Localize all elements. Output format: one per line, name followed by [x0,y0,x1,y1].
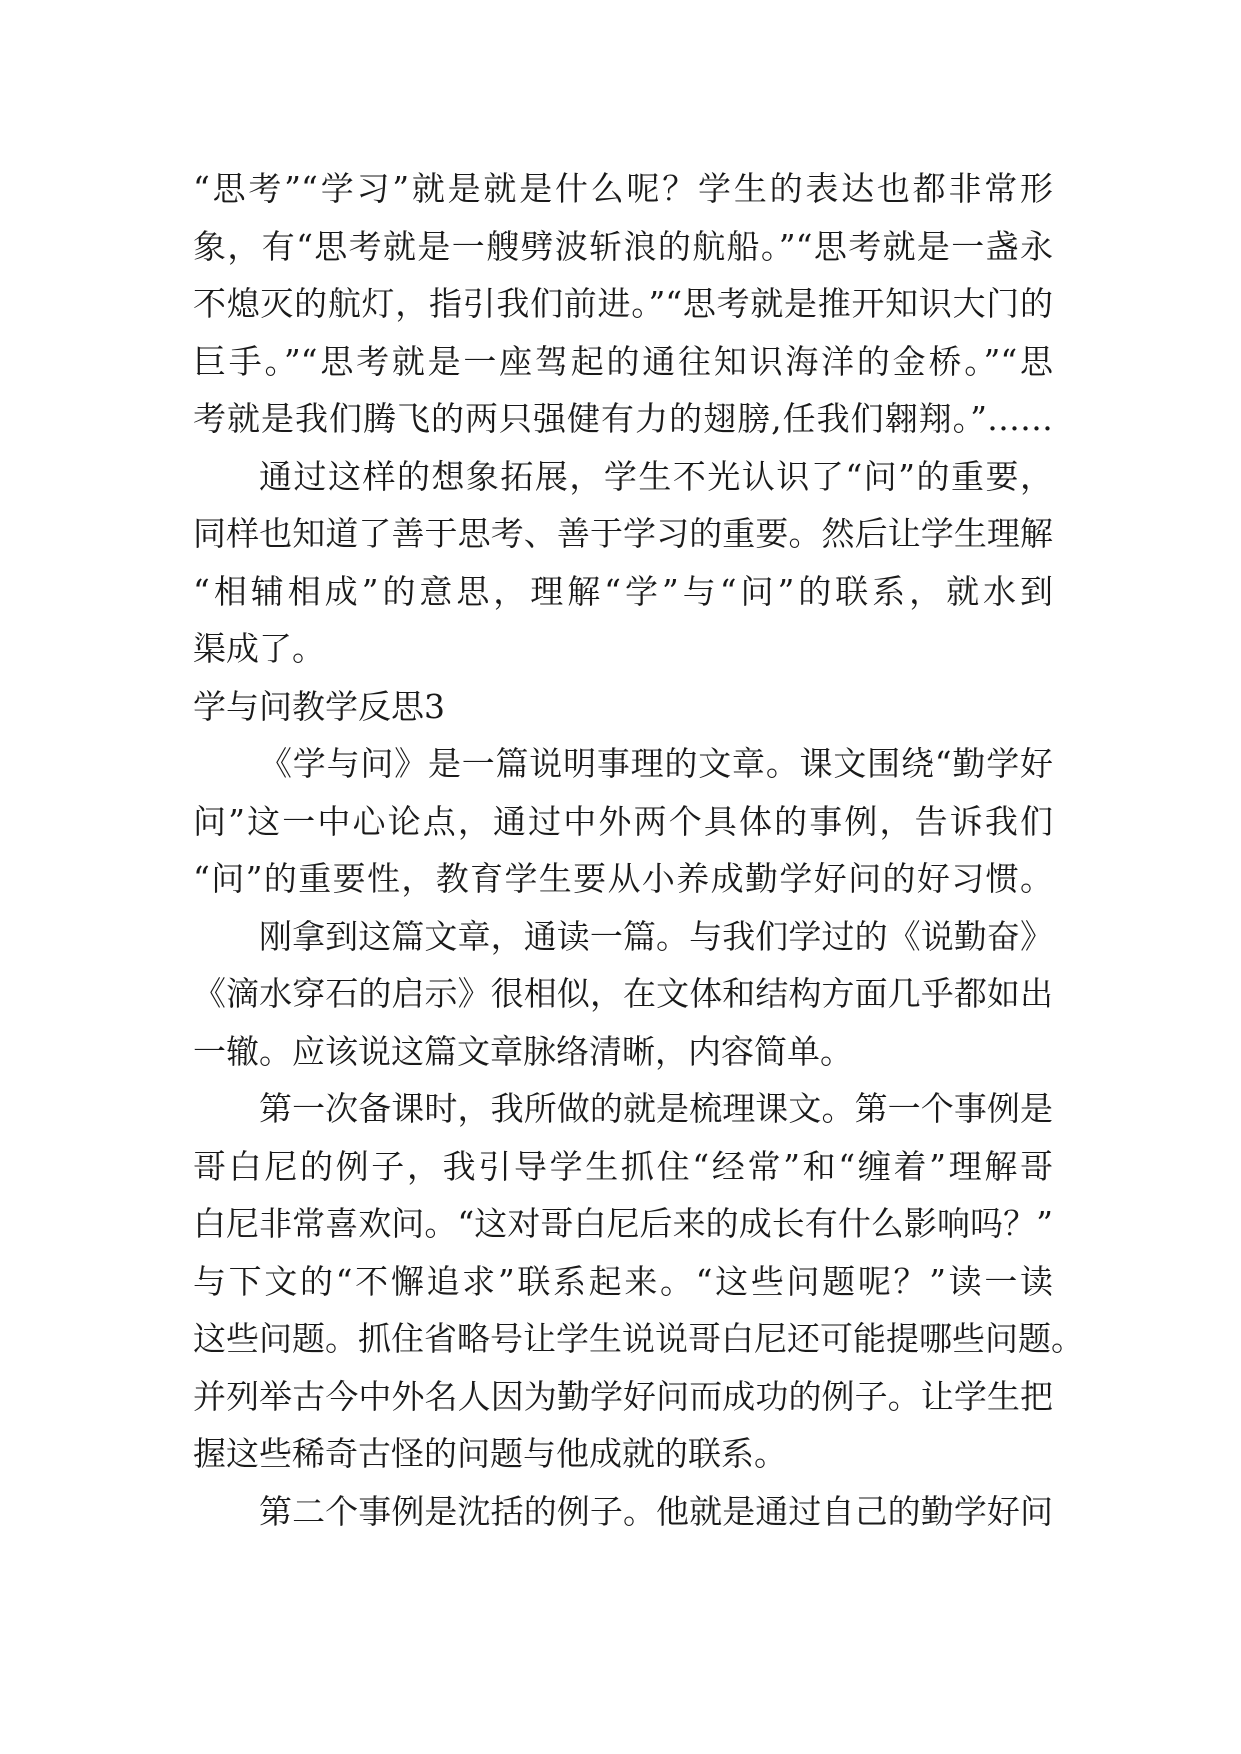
text-line: 握这些稀奇古怪的问题与他成就的联系。 [193,1434,787,1473]
paragraph [193,448,1053,678]
text-line: 第二个事例是沈括的例子。他就是通过自己的勤学好问 [259,1491,1053,1531]
text-line: 刚拿到这篇文章，通读一篇。与我们学过的《说勤奋》 [259,916,1053,956]
text-line: 考就是我们腾飞的两只强健有力的翅膀,任我们翱翔。”…… [193,399,1053,438]
text-line: 渠成了。 [193,629,325,668]
text-line: 与下文的“不懈追求”联系起来。“这些问题呢？”读一读 [193,1261,1053,1301]
paragraph [193,1483,1053,1541]
text-line: 不熄灭的航灯，指引我们前进。”“思考就是推开知识大门的 [193,284,1053,323]
text-line: 象，有“思考就是一艘劈波斩浪的航船。”“思考就是一盏永 [193,226,1053,266]
paragraph [193,735,1053,908]
text-line: 白尼非常喜欢问。“这对哥白尼后来的成长有什么影响吗？” [193,1204,1053,1243]
text-line: 哥白尼的例子，我引导学生抓住“经常”和“缠着”理解哥 [193,1146,1053,1186]
text-line: 通过这样的想象拓展，学生不光认识了“问”的重要， [259,456,1053,496]
document-body [193,160,1084,1540]
text-line: “问”的重要性，教育学生要从小养成勤学好问的好习惯。 [193,859,1053,898]
text-line: 《滴水穿石的启示》很相似，在文体和结构方面几乎都如出 [193,974,1053,1013]
text-line: 巨手。”“思考就是一座驾起的通往知识海洋的金桥。”“思 [193,341,1053,381]
text-line: 这些问题。抓住省略号让学生说说哥白尼还可能提哪些问题。 [193,1319,1084,1358]
paragraph [193,908,1053,1081]
text-line: “相辅相成”的意思，理解“学”与“问”的联系，就水到 [193,571,1053,611]
section-heading: 学与问教学反思3 [193,686,445,726]
text-line: 《学与问》是一篇说明事理的文章。课文围绕“勤学好 [259,744,1053,783]
text-line: 同样也知道了善于思考、善于学习的重要。然后让学生理解 [193,514,1053,553]
text-line: 第一次备课时，我所做的就是梳理课文。第一个事例是 [259,1089,1053,1128]
text-line: 并列举古今中外名人因为勤学好问而成功的例子。让学生把 [193,1376,1053,1416]
paragraph [193,1080,1084,1483]
text-line: “思考”“学习”就是就是什么呢？学生的表达也都非常形 [193,169,1053,208]
text-line: 问”这一中心论点，通过中外两个具体的事例，告诉我们 [193,801,1053,841]
paragraph [193,160,1053,448]
text-line: 一辙。应该说这篇文章脉络清晰，内容简单。 [193,1031,853,1071]
